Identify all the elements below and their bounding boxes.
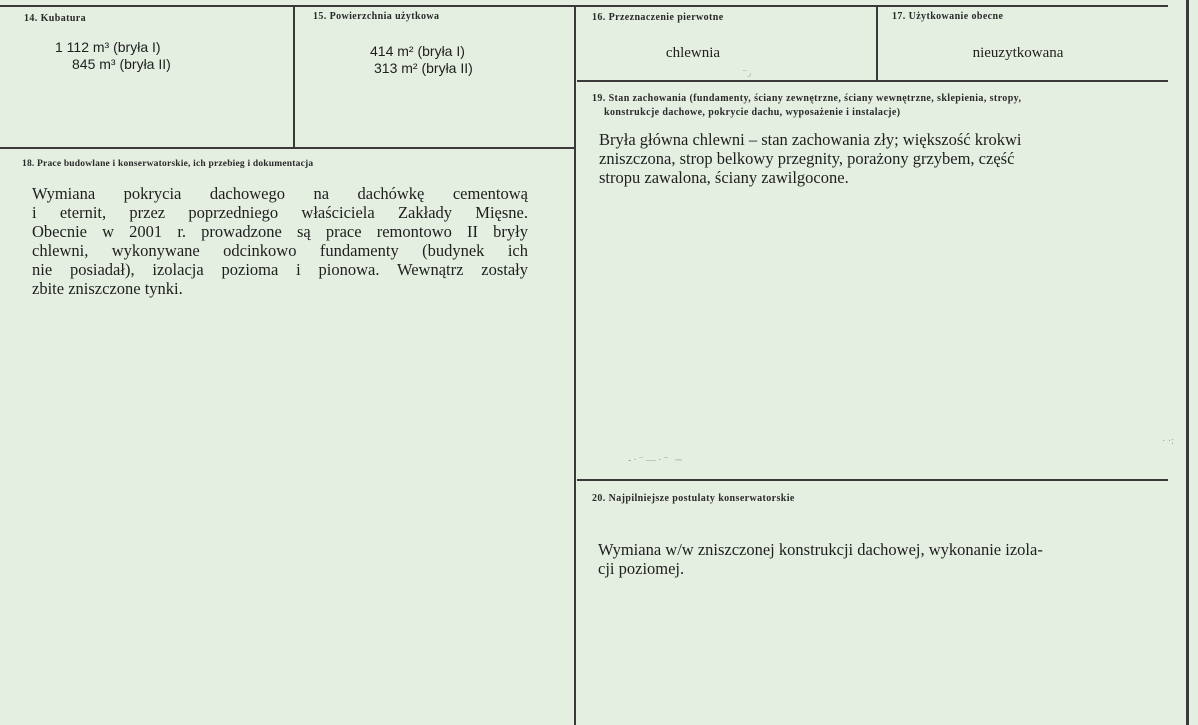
powierzchnia-value-1: 414 m² (bryła I) [370,43,465,59]
stan-text [599,130,1129,187]
divider-left-mid [0,147,575,149]
postulaty-line: Wymiana w/w zniszczonej konstrukcji dachowej, wykonanie izola- [598,540,1043,559]
prace-label: 18. Prace budowlane i konserwatorskie, ich przebieg i dokumentacja [22,159,314,169]
stan-label-line-2: konstrukcje dachowe, pokrycie dachu, wyposażenie i instalacje) [604,107,901,118]
divider-right-lower [577,479,1168,481]
kubatura-value-1: 1 112 m³ (bryła I) [55,39,161,55]
right-border [1186,0,1189,725]
powierzchnia-label: 15. Powierzchnia użytkowa [313,11,440,22]
kubatura-values [55,39,215,73]
postulaty-line: cji poziomej. [598,559,685,578]
prace-line: chlewni, wykonywane odcinkowo fundamenty (budynek ich [32,241,528,260]
kubatura-value-2: 845 m³ (bryła II) [72,56,171,72]
powierzchnia-value-2: 313 m² (bryła II) [374,60,473,76]
stan-line: Bryła główna chlewni – stan zachowania zły; większość krokwi [599,130,1022,149]
scan-mark: ⁻◞ [742,68,752,79]
prace-line: i eternit, przez poprzedniego właściciela Zakłady Mięsne. [32,203,528,222]
uzytkowanie-value: nieuzytkowana [972,45,1064,61]
kubatura-label: 14. Kubatura [24,13,87,24]
prace-line: Wymiana pokrycia dachowego na dachówkę cementową [32,184,528,203]
prace-line: zbite zniszczone tynki. [32,279,183,298]
scan-mark: · ·: [1162,436,1174,447]
divider-center [574,5,576,725]
uzytkowanie-label: 17. Użytkowanie obecne [892,11,1004,22]
prace-line: nie posiadał), izolacja pozioma i pionowa. Wewnątrz zostały [32,260,528,279]
divider-col-17 [876,5,878,81]
przeznaczenie-value: chlewnia [665,45,721,61]
postulaty-label: 20. Najpilniejsze postulaty konserwatorskie [592,493,795,504]
prace-line: Obecnie w 2001 r. prowadzone są prace remontowo II bryły [32,222,528,241]
stan-line: zniszczona, strop belkowy przegnity, porażony grzybem, część [599,149,1015,168]
przeznaczenie-label: 16. Przeznaczenie pierwotne [592,12,724,23]
powierzchnia-values [370,43,530,77]
top-border [0,5,1168,7]
stan-label-line-1: 19. Stan zachowania (fundamenty, ściany zewnętrzne, ściany wewnętrzne, sklepienia, stropy, [592,93,1022,104]
postulaty-text [598,540,1138,578]
scan-mark: ‐·⁻—·⁻ ─ [628,455,685,466]
stan-line: stropu zawalona, ściany zawilgocone. [599,168,849,187]
prace-text [32,184,528,298]
divider-right-upper [577,80,1168,82]
divider-col-15 [293,5,295,148]
